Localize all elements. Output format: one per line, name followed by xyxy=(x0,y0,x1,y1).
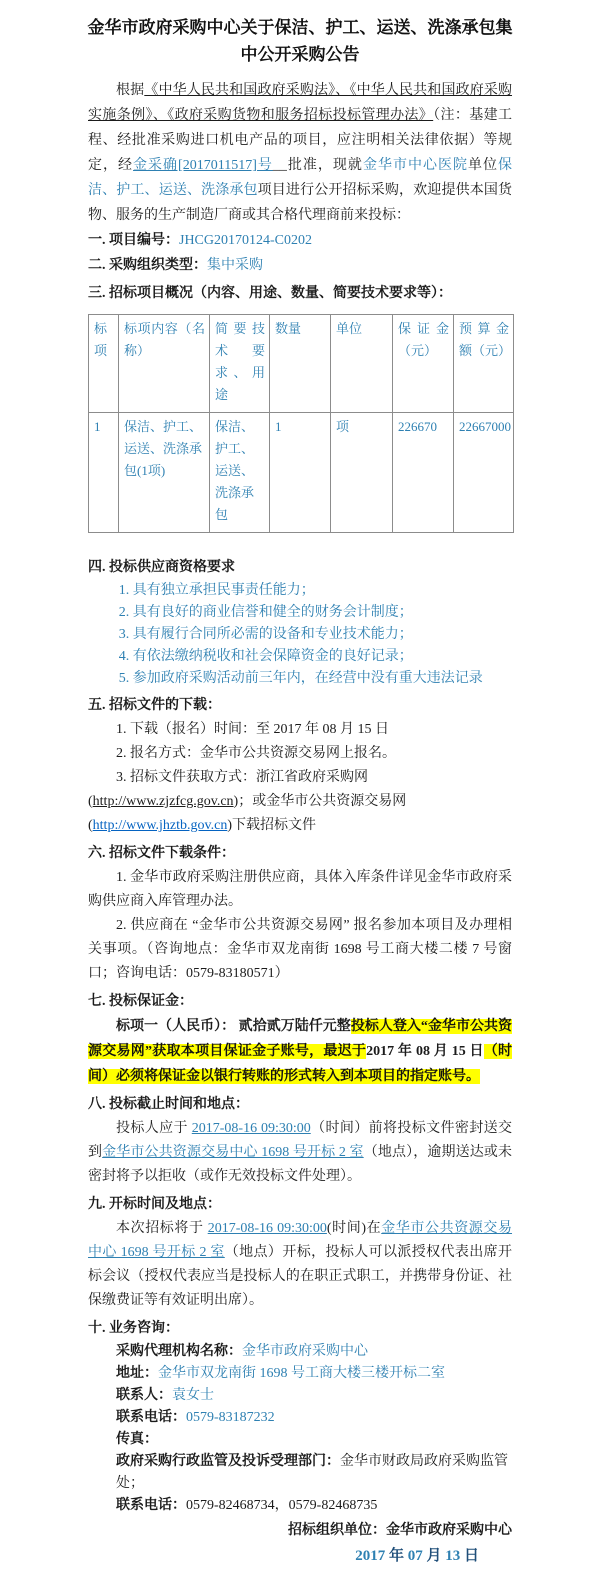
text-segment: 投标人应于 xyxy=(116,1121,192,1136)
text-segment: 07 xyxy=(403,1548,427,1564)
organizer-line: 招标组织单位：金华市政府采购中心 xyxy=(288,1523,512,1538)
text-segment: 13 xyxy=(441,1548,464,1564)
text-segment: (时间)在 xyxy=(326,1221,382,1236)
text-segment: 2017 xyxy=(355,1548,389,1564)
text-segment: 年 xyxy=(388,1548,404,1564)
project-number-label: 一. 项目编号： xyxy=(88,233,179,248)
inline-link[interactable]: 金华市公共资源交易中心 1698 号开标 2 室 xyxy=(102,1145,364,1160)
text-segment: 3. 招标文件获取方式：浙江省政府采购网( xyxy=(88,770,368,809)
download-time: 1. 下载（报名）时间：至 2017 年 08 月 15 日 xyxy=(116,722,389,737)
text-segment: 月 xyxy=(426,1548,442,1564)
condition-item: 2. 供应商在 “金华市公共资源交易网” 报名参加本项目及办理相关事项。（咨询地点：金华市双龙南街 1698 号工商大楼二楼 7 号窗口；咨询电话：0579-83180571） xyxy=(88,918,512,981)
cell-item-content: 保洁、护工、运送、洗涤承包(1项) xyxy=(119,413,210,533)
condition-item: 1. 金华市政府采购注册供应商，具体入库条件详见金华市政府采购供应商入库管理办法。 xyxy=(88,870,512,909)
text-segment: 标项一（人民币）： 贰拾贰万陆仟元整 xyxy=(116,1019,351,1034)
col-header-unit: 单位 xyxy=(331,315,393,413)
supervision-phone-label: 联系电话： xyxy=(116,1498,186,1513)
contact-person-label: 联系人： xyxy=(116,1388,172,1403)
bid-opening-paragraph xyxy=(88,1217,512,1313)
inline-link[interactable]: 2017-08-16 09:30:00 xyxy=(191,1121,311,1136)
intro-paragraph xyxy=(88,78,512,228)
col-header-deposit: 保 证 金（元） xyxy=(393,315,454,413)
text-segment: http://www.zjzfcg.gov.cn xyxy=(92,794,234,809)
text-segment: 项目进行公开招标采购，欢迎提供本国货物、服务的生产制造厂商或其合格代理商前来投标： xyxy=(88,183,513,223)
download-conditions xyxy=(88,866,512,986)
qualification-item: 1. 具有独立承担民事责任能力； xyxy=(118,583,315,598)
section-business-inquiry-heading: 十. 业务咨询： xyxy=(88,1321,179,1336)
fax-label: 传真： xyxy=(116,1432,158,1447)
inline-link[interactable]: 金采确[2017011517]号 xyxy=(133,158,273,173)
text-segment: )下载招标文件 xyxy=(227,818,317,833)
bid-deadline-paragraph xyxy=(88,1117,512,1189)
cell-quantity: 1 xyxy=(270,413,331,533)
text-segment: 根据 xyxy=(116,83,145,98)
qualification-item: 3. 具有履行合同所必需的设备和专业技术能力； xyxy=(118,627,413,642)
section-bid-deadline-heading: 八. 投标截止时间和地点： xyxy=(88,1097,249,1112)
address-row xyxy=(116,1363,512,1385)
section-procurement-type xyxy=(88,253,512,278)
text-segment: )；或金华市公共资源交易网( xyxy=(88,794,407,833)
section-download-conditions-heading: 六. 招标文件下载条件： xyxy=(88,846,235,861)
procurement-type-label: 二. 采购组织类型： xyxy=(88,258,207,273)
cell-tech-requirements: 保洁、护工、运送、洗涤承包 xyxy=(210,413,270,533)
agency-name-value: 金华市政府采购中心 xyxy=(242,1344,368,1359)
qualification-item: 4. 有依法缴纳税收和社会保障资金的良好记录； xyxy=(118,649,413,664)
bid-opening-block xyxy=(88,1217,512,1313)
text-segment: （地点）开标，投标人可以派授权代表出席开标会议（授权代表应当是投标人的在职正式职工，并携带身份证、社保缴费证等有效证明出席）。 xyxy=(88,1245,513,1308)
contact-phone-label: 联系电话： xyxy=(116,1410,186,1425)
col-header-quantity: 数量 xyxy=(270,315,331,413)
document-access xyxy=(88,766,512,838)
address-label: 地址： xyxy=(116,1366,158,1381)
inline-link[interactable]: 金华市公共资源交易中心 1698 号开标 2 室 xyxy=(88,1221,513,1260)
cell-item-no: 1 xyxy=(89,413,119,533)
section-download-heading: 五. 招标文件的下载： xyxy=(88,698,221,713)
supervision-phone-row xyxy=(116,1495,512,1517)
address-value: 金华市双龙南街 1698 号工商大楼三楼开标二室 xyxy=(158,1366,445,1381)
contact-phone-row xyxy=(116,1407,512,1429)
business-inquiry-list xyxy=(88,1341,512,1517)
contact-person-value: 袁女士 xyxy=(172,1388,214,1403)
inline-link[interactable]: http://www.jhztb.gov.cn xyxy=(92,818,228,833)
table-row xyxy=(89,413,514,533)
cell-budget: 22667000 xyxy=(454,413,514,533)
download-list xyxy=(88,718,512,838)
section-bid-deposit-heading: 七. 投标保证金： xyxy=(88,994,193,1009)
text-segment: 单位 xyxy=(468,158,499,173)
text-segment: __批准，现就 xyxy=(272,158,363,173)
text-segment: 本次招标将于 xyxy=(116,1221,208,1236)
publish-date xyxy=(88,1543,512,1569)
supervision-dept-row xyxy=(116,1451,512,1495)
table-header-row xyxy=(89,315,514,413)
section-qualifications-heading: 四. 投标供应商资格要求 xyxy=(88,560,235,575)
section-bid-opening-heading: 九. 开标时间及地点： xyxy=(88,1197,221,1212)
bid-deposit-paragraph xyxy=(88,1014,512,1089)
text-segment: 投标人登入“金华市公共资源交易网”获取本项目保证金子账号，最迟于 xyxy=(88,1019,513,1059)
section-overview-heading: 三. 招标项目概况（内容、用途、数量、简要技术要求等）： xyxy=(88,286,452,301)
qualification-list xyxy=(88,580,512,690)
fax-row xyxy=(116,1429,512,1451)
supervision-dept-value: 金华市财政局政府采购监管处； xyxy=(116,1454,508,1491)
text-segment: 保洁、护工、运送、洗涤承包 xyxy=(88,158,513,198)
text-segment: （时间）必须将保证金以银行转账的形式转入到本项目的指定账号。 xyxy=(88,1044,513,1084)
qualification-item: 5. 参加政府采购活动前三年内，在经营中没有重大违法记录 xyxy=(118,671,483,686)
contact-phone-value: 0579-83187232 xyxy=(186,1410,275,1425)
procurement-type-value: 集中采购 xyxy=(207,258,263,273)
inline-link[interactable]: 2017-08-16 09:30:00 xyxy=(207,1221,327,1236)
section-project-number xyxy=(88,228,512,253)
project-number-value: JHCG20170124-C0202 xyxy=(179,233,313,248)
text-segment: 《中华人民共和国政府采购法》、《中华人民共和国政府采购实施条例》、《政府采购货物和服务招标投标管理办法》 xyxy=(88,83,513,123)
text-segment: 日 xyxy=(463,1548,479,1564)
col-header-tech-requirements: 简要技术要求、用途 xyxy=(210,315,270,413)
text-segment: （时间）前将投标文件密封送交到 xyxy=(88,1121,513,1160)
contact-person-row xyxy=(116,1385,512,1407)
registration-method: 2. 报名方式：金华市公共资源交易网上报名。 xyxy=(116,746,396,761)
qualification-item: 2. 具有良好的商业信誉和健全的财务会计制度； xyxy=(118,605,413,620)
text-segment: （注：基建工程、经批准采购进口机电产品的项目，应注明相关法律依据）等规定，经 xyxy=(88,108,513,173)
page-title: 金华市政府采购中心关于保洁、护工、运送、洗涤承包集中公开采购公告 xyxy=(87,18,513,64)
bid-deadline-block xyxy=(88,1117,512,1189)
supervision-dept-label: 政府采购行政监管及投诉受理部门： xyxy=(116,1454,340,1469)
project-table xyxy=(88,314,514,533)
text-segment: 金华市中心医院 xyxy=(362,158,469,173)
agency-name-label: 采购代理机构名称： xyxy=(116,1344,242,1359)
col-header-item-content: 标项内容（名称） xyxy=(119,315,210,413)
cell-unit: 项 xyxy=(331,413,393,533)
col-header-budget: 预算金额（元） xyxy=(454,315,514,413)
text-segment: （地点），逾期送达或未密封将予以拒收（或作无效投标文件处理）。 xyxy=(88,1145,513,1184)
col-header-item-no: 标项 xyxy=(89,315,119,413)
text-segment: 2017 年 08 月 15 日 xyxy=(366,1044,484,1059)
supervision-phone-value: 0579-82468734，0579-82468735 xyxy=(186,1498,378,1513)
cell-deposit: 226670 xyxy=(393,413,454,533)
